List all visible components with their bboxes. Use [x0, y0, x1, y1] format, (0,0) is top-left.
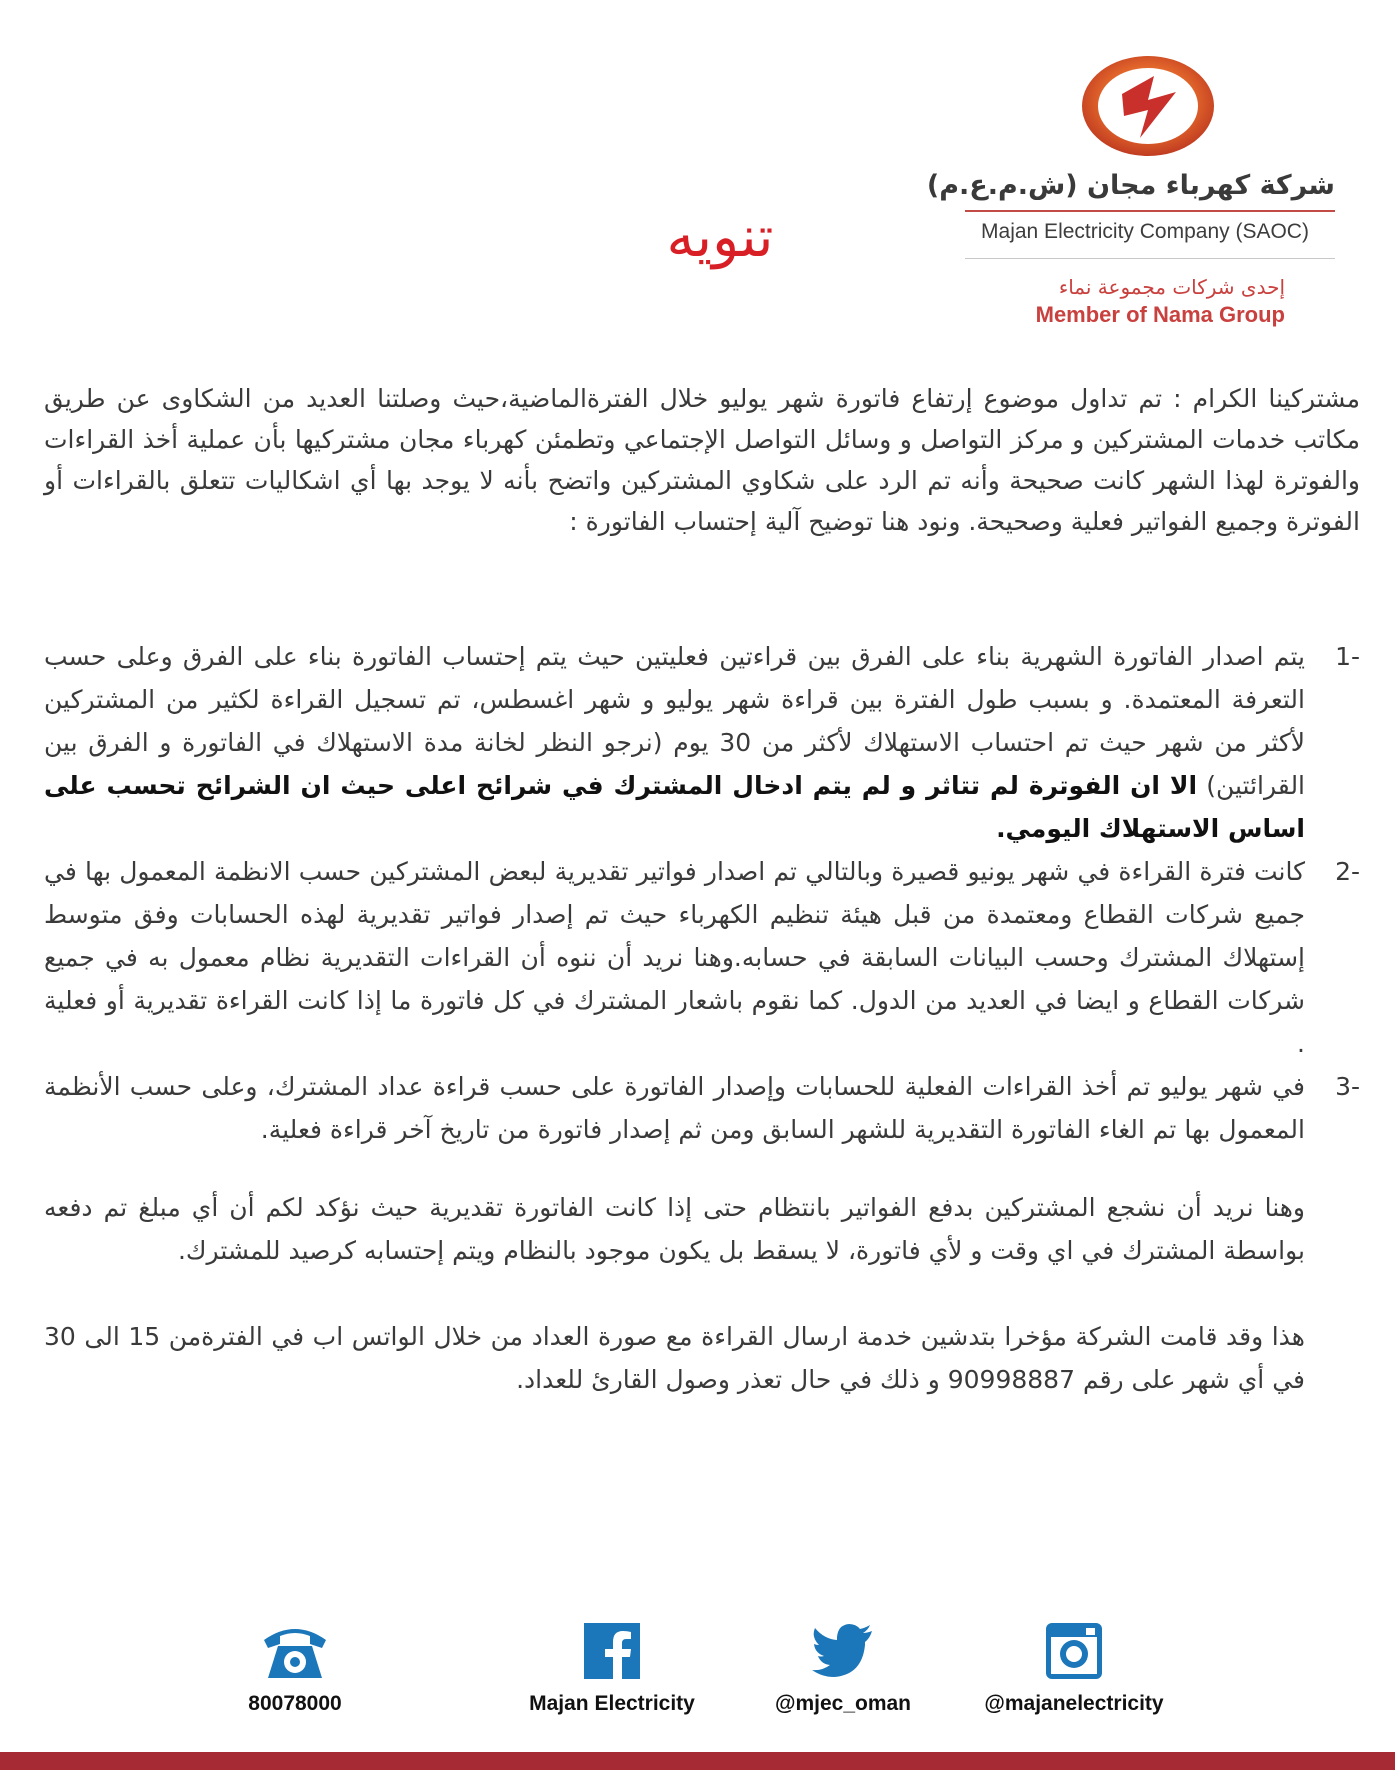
list-item-number: 2- [1335, 857, 1360, 886]
twitter-handle: @mjec_oman [774, 1692, 912, 1715]
contact-bar [0, 1620, 1395, 1720]
footer-bar [0, 1752, 1395, 1770]
twitter-icon [812, 1620, 874, 1682]
company-name-arabic: شركة كهرباء مجان (ش.م.ع.م) [926, 170, 1335, 201]
telephone-icon [260, 1620, 330, 1682]
whatsapp-service-paragraph: هذا وقد قامت الشركة مؤخرا بتدشين خدمة ارسال القراءة مع صورة العداد من خلال الواتس اب في الفترةمن 15 الى 30 في أي شهر على رقم 90998887 و ذلك في حال تعذر وصول القارئ للعداد. [44, 1322, 1305, 1394]
list-item-text: كانت فترة القراءة في شهر يونيو قصيرة وبالتالي تم اصدار فواتير تقديرية لبعض المشتركين حسب الانظمة المعمول بها في جميع شركات القطاع ومعتمدة من قبل هيئة تنظيم الكهرباء حيث تم إصدار فواتير تقديرية لهذه الحسابات وفق متوسط إستهلاك المشترك وحسب البيانات السابقة في حسابه.وهنا نريد أن ننوه أن القراءات التقديرية نظام معمول به في جميع شركات القطاع و ايضا في العديد من الدول. كما نقوم باشعار المشترك في كل فاتورة ما إذا كانت القراءة تقديرية أو فعلية . [44, 857, 1305, 1058]
list-item-emphasis: الا ان الفوترة لم تتاثر و لم يتم ادخال المشترك في شرائح اعلى حيث ان الشرائح تحسب على اساس الاستهلاك اليومي. [44, 771, 1305, 843]
list-item-text: يتم اصدار الفاتورة الشهرية بناء على الفرق بين قراءتين فعليتين حيث يتم إحتساب الفاتورة بناء على الفرق وعلى حسب التعرفة المعتمدة. و بسبب طول الفترة بين قراءة شهر يوليو و شهر اغسطس، تم تسجيل القراءة لكثير من المشتركين لأكثر من شهر حيث تم احتساب الاستهلاك لأكثر من 30 يوم (نرجو النظر لخانة مدة الاستهلاك في الفاتورة و الفرق بين القرائتين) [44, 642, 1306, 800]
company-logo [926, 50, 1340, 340]
list-item [44, 850, 1360, 1065]
intro-paragraph: مشتركينا الكرام : تم تداول موضوع إرتفاع فاتورة شهر يوليو خلال الفترةالماضية،حيث وصلتنا العديد من الشكاوى عن طريق مكاتب خدمات المشتركين و مركز التواصل و وسائل التواصل الإجتماعي وتطمئن كهرباء مجان مشتركيها بأن عملية أخذ القراءات والفوترة لهذا الشهر كانت صحيحة وأنه تم الرد على شكاوي المشتركين واتضح بأنه لا يوجد بها أي اشكاليات تتعلق بالقراءات أو الفوترة وجميع الفواتير فعلية وصحيحة. ونود هنا توضيح آلية إحتساب الفاتورة : [44, 384, 1360, 536]
lightning-emblem-icon [1078, 54, 1218, 164]
facebook-icon [584, 1620, 640, 1682]
group-membership-english: Member of Nama Group [1035, 302, 1285, 327]
list-item [44, 1065, 1360, 1151]
facebook-handle: Majan Electricity [529, 1692, 695, 1715]
phone-contact[interactable] [165, 1620, 425, 1716]
instagram-contact[interactable] [944, 1620, 1204, 1716]
company-name-english: Majan Electricity Company (SAOC) [981, 220, 1309, 243]
twitter-contact[interactable] [713, 1620, 973, 1716]
phone-number: 80078000 [248, 1692, 342, 1715]
explanation-list [44, 635, 1360, 1151]
list-item-text: في شهر يوليو تم أخذ القراءات الفعلية للحسابات وإصدار الفاتورة على حسب قراءة عداد المشترك، وعلى حسب الأنظمة المعمول بها تم الغاء الفاتورة التقديرية للشهر السابق ومن ثم إصدار فاتورة من تاريخ آخر قراءة فعلية. [44, 1072, 1305, 1144]
list-item [44, 635, 1360, 850]
list-item-number: 1- [1335, 642, 1360, 671]
logo-divider-thin [965, 258, 1335, 259]
instagram-handle: @majanelectricity [984, 1692, 1164, 1715]
instagram-icon [1046, 1620, 1102, 1682]
list-item-number: 3- [1335, 1072, 1360, 1101]
logo-divider [965, 210, 1335, 212]
group-membership-arabic: إحدى شركات مجموعة نماء [1058, 275, 1285, 299]
payment-encouragement-paragraph: وهنا نريد أن نشجع المشتركين بدفع الفواتير بانتظام حتى إذا كانت الفاتورة تقديرية حيث نؤكد لكم أن أي مبلغ تم دفعه بواسطة المشترك في اي وقت و لأي فاتورة، لا يسقط بل يكون موجود بالنظام ويتم إحتسابه كرصيد للمشترك. [44, 1193, 1305, 1265]
page-title: تنويه [666, 205, 774, 270]
facebook-contact[interactable] [482, 1620, 742, 1716]
